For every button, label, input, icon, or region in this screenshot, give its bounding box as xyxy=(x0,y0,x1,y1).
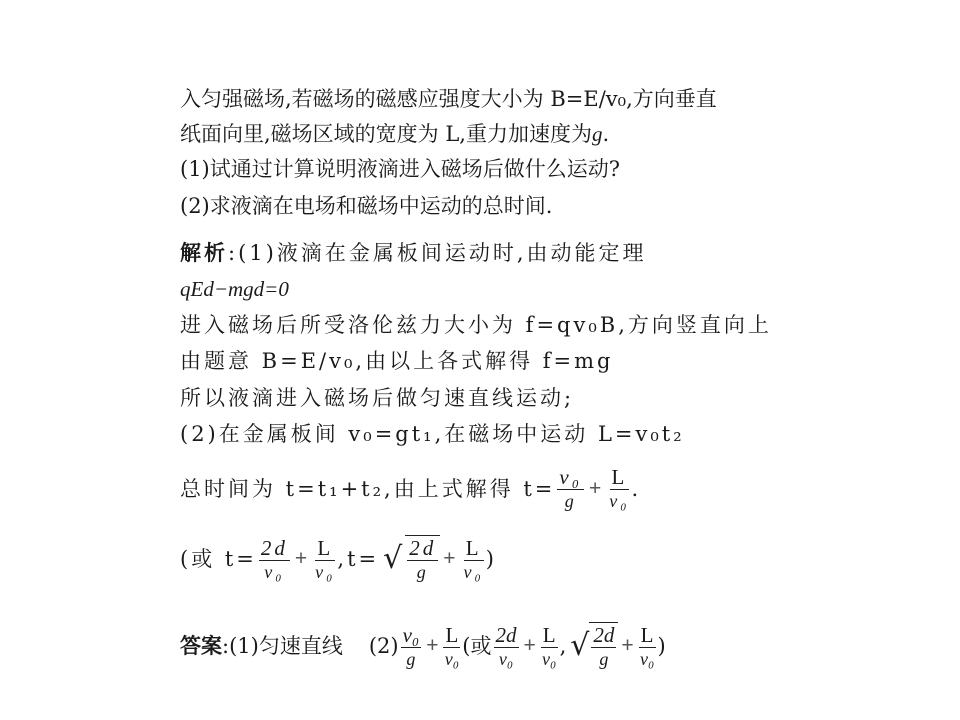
fraction-L-over-v0 xyxy=(541,623,558,670)
plus-sign: + xyxy=(426,634,439,657)
alt-close: ) xyxy=(485,547,497,571)
question-1 xyxy=(180,156,620,182)
solution-text-6: (2)在金属板间 v₀=gt₁,在磁场中运动 L=v₀t₂ xyxy=(180,422,685,446)
gravity-symbol: g xyxy=(591,122,603,146)
total-time-text: 总时间为 t=t₁+t₂,由上式解得 t= xyxy=(180,476,556,501)
fraction-L-over-v0 xyxy=(609,465,629,512)
fraction-v0-over-g xyxy=(557,465,584,512)
numerator: L xyxy=(542,622,556,647)
plus-sign: + xyxy=(523,634,536,657)
denominator: v₀ xyxy=(609,491,630,511)
question-1-text: (1)试通过计算说明液滴进入磁场后做什么运动? xyxy=(180,157,621,181)
plus-sign: + xyxy=(589,476,605,500)
fraction-2d-over-v0 xyxy=(494,623,519,670)
denominator: v₀ xyxy=(542,648,557,669)
question-2-text: (2)求液滴在电场和磁场中运动的总时间. xyxy=(180,194,553,218)
fraction-2d-over-g xyxy=(407,536,438,583)
denominator: g xyxy=(416,562,429,582)
period: . xyxy=(631,476,642,501)
numerator: L xyxy=(640,622,654,647)
numerator: 2d xyxy=(409,536,437,560)
solution-text-3: 进入磁场后所受洛伦兹力大小为 f=qv₀B,方向竖直向上 xyxy=(180,313,772,337)
answer-line xyxy=(180,622,666,670)
solution-line-2 xyxy=(180,276,289,302)
fraction-2d-over-g xyxy=(591,623,616,670)
solution-text-4: 由题意 B=E/v₀,由以上各式解得 f=mg xyxy=(180,349,614,373)
answer-part-2-label: (2) xyxy=(368,634,399,658)
solution-line-8 xyxy=(180,535,497,583)
solution-line-1 xyxy=(180,240,647,266)
answer-alt-open: (或 xyxy=(462,634,492,658)
sqrt-2d-over-g xyxy=(383,535,440,583)
solution-text-1: :(1)液滴在金属板间运动时,由动能定理 xyxy=(228,241,647,265)
numerator: 2d xyxy=(260,535,288,560)
sqrt-2d-over-g xyxy=(570,622,618,670)
alt-open: (或 t= xyxy=(180,547,257,571)
fraction-L-over-v0 xyxy=(464,536,484,583)
numerator: L xyxy=(465,535,482,560)
answer-label: 答案 xyxy=(180,634,222,658)
solution-text-5: 所以液滴进入磁场后做匀速直线运动; xyxy=(180,386,575,410)
problem-line-1 xyxy=(180,86,717,112)
numerator: L xyxy=(611,465,628,489)
denominator: g xyxy=(599,649,609,669)
numerator: v₀ xyxy=(559,465,583,489)
problem-text-1: 入匀强磁场,若磁场的磁感应强度大小为 B=E/v₀,方向垂直 xyxy=(180,87,717,111)
denominator: v₀ xyxy=(498,648,514,669)
denominator: v₀ xyxy=(463,561,484,582)
fraction-L-over-v0 xyxy=(639,623,656,670)
answer-part-1: :(1)匀速直线 xyxy=(222,634,343,658)
radicand xyxy=(589,622,618,670)
radical-icon: √ xyxy=(570,628,590,663)
plus-sign: + xyxy=(294,547,311,570)
radical-icon: √ xyxy=(383,541,406,576)
fraction-L-over-v0 xyxy=(315,536,335,583)
solution-line-4 xyxy=(180,348,613,374)
answer-close: ) xyxy=(657,634,666,658)
solution-line-7 xyxy=(180,465,641,512)
problem-line-2 xyxy=(180,121,609,147)
energy-equation: qEd−mgd=0 xyxy=(180,277,289,301)
denominator: v₀ xyxy=(639,648,655,669)
period: . xyxy=(602,122,610,146)
alt-middle: ,t= xyxy=(337,547,380,571)
plus-sign: + xyxy=(443,547,459,570)
numerator: L xyxy=(317,535,334,560)
comma: , xyxy=(559,634,567,658)
fraction-v0-over-g xyxy=(401,623,422,670)
denominator: v₀ xyxy=(264,561,285,582)
solution-line-5 xyxy=(180,385,574,411)
denominator: g xyxy=(564,491,577,511)
solution-line-3 xyxy=(180,312,772,338)
fraction-2d-over-v0 xyxy=(259,536,290,583)
denominator: v₀ xyxy=(315,561,336,582)
plus-sign: + xyxy=(621,634,634,657)
problem-text-2: 纸面向里,磁场区域的宽度为 L,重力加速度为 xyxy=(180,122,592,146)
radicand xyxy=(405,535,440,583)
numerator: 2d xyxy=(593,623,615,647)
numerator: v₀ xyxy=(402,622,420,647)
question-2 xyxy=(180,193,552,219)
numerator: 2d xyxy=(495,622,517,647)
solution-line-6 xyxy=(180,421,685,447)
denominator: g xyxy=(406,648,416,669)
solution-label: 解析 xyxy=(180,241,228,265)
numerator: L xyxy=(445,622,459,647)
denominator: v₀ xyxy=(444,648,459,669)
fraction-L-over-v0 xyxy=(443,623,460,670)
